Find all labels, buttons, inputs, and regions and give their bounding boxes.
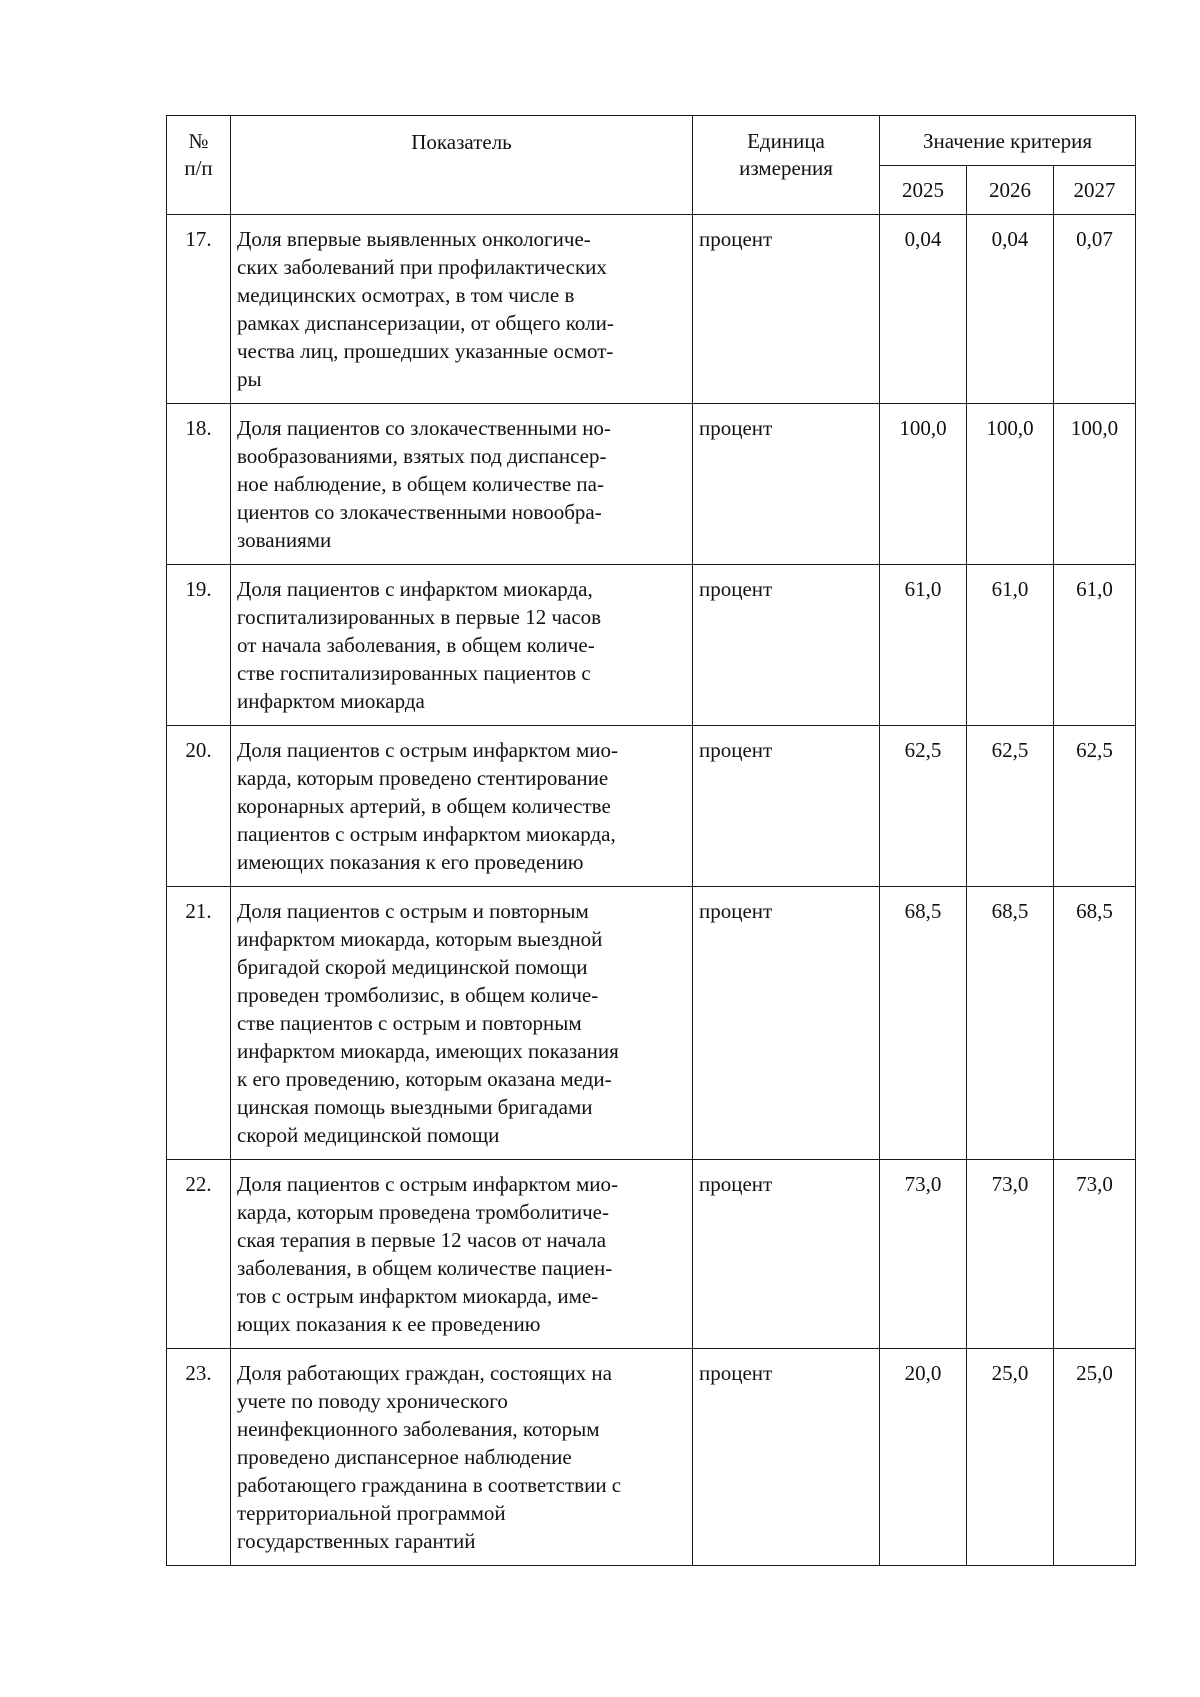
row-value-2027: 73,0 [1054,1160,1136,1349]
header-number-line2: п/п [184,156,213,180]
row-value-2026: 68,5 [967,887,1054,1160]
row-value-2025: 62,5 [880,726,967,887]
indicator-line: тов с острым инфарктом миокарда, име- [237,1284,599,1308]
header-row-top [167,116,1136,166]
indicator-line: коронарных артерий, в общем количестве [237,794,611,818]
indicator-line: скорой медицинской помощи [237,1123,500,1147]
row-unit: процент [693,1160,880,1349]
row-value-2025: 73,0 [880,1160,967,1349]
row-value-2025: 61,0 [880,565,967,726]
row-value-2027: 62,5 [1054,726,1136,887]
header-number-cell [167,116,231,215]
indicator-line: стве госпитализированных пациентов с [237,661,591,685]
indicator-line: к его проведению, которым оказана меди- [237,1067,612,1091]
indicator-line: проведен тромболизис, в общем количе- [237,983,599,1007]
row-unit: процент [693,215,880,404]
indicator-line: ская терапия в первые 12 часов от начала [237,1228,607,1252]
indicator-line: заболевания, в общем количестве пациен- [237,1256,613,1280]
indicator-line: учете по поводу хронического [237,1389,508,1413]
row-number: 17. [167,215,231,404]
row-value-2026: 25,0 [967,1349,1054,1566]
row-unit: процент [693,565,880,726]
indicator-line: государственных гарантий [237,1529,476,1553]
indicator-line: Доля пациентов со злокачественными но- [237,416,611,440]
table-row [167,1349,1136,1566]
row-value-2027: 61,0 [1054,565,1136,726]
table-row [167,404,1136,565]
row-indicator [231,215,693,404]
table-row [167,1160,1136,1349]
indicator-line: ры [237,367,262,391]
row-value-2027: 100,0 [1054,404,1136,565]
indicator-line: циентов со злокачественными новообра- [237,500,602,524]
row-value-2025: 100,0 [880,404,967,565]
indicator-line: карда, которым проведено стентирование [237,766,609,790]
indicator-line: Доля пациентов с острым инфарктом мио- [237,738,618,762]
row-number: 22. [167,1160,231,1349]
row-unit: процент [693,1349,880,1566]
indicator-line: инфарктом миокарда, которым выездной [237,927,603,951]
indicator-line: Доля пациентов с острым и повторным [237,899,589,923]
row-value-2026: 73,0 [967,1160,1054,1349]
indicator-line: Доля впервые выявленных онкологиче- [237,227,591,251]
indicator-line: пациентов с острым инфарктом миокарда, [237,822,616,846]
indicator-line: чества лиц, прошедших указанные осмот- [237,339,614,363]
row-unit: процент [693,404,880,565]
row-indicator [231,726,693,887]
header-unit-line1: Единица [747,129,825,153]
row-unit: процент [693,887,880,1160]
header-unit-line2: измерения [739,156,833,180]
row-value-2025: 68,5 [880,887,967,1160]
indicator-line: карда, которым проведена тромболитиче- [237,1200,609,1224]
indicator-line: медицинских осмотрах, в том числе в [237,283,575,307]
indicator-line: ющих показания к ее проведению [237,1312,541,1336]
row-value-2027: 0,07 [1054,215,1136,404]
header-value-cell [880,116,1136,166]
indicator-line: инфарктом миокарда, имеющих показания [237,1039,619,1063]
table-row [167,565,1136,726]
indicator-line: ное наблюдение, в общем количестве па- [237,472,604,496]
indicator-line: рамках диспансеризации, от общего коли- [237,311,614,335]
row-indicator [231,887,693,1160]
row-value-2026: 100,0 [967,404,1054,565]
indicator-line: госпитализированных в первые 12 часов [237,605,602,629]
indicator-line: проведено диспансерное наблюдение [237,1445,572,1469]
row-indicator [231,404,693,565]
row-value-2027: 68,5 [1054,887,1136,1160]
header-year-2025: 2025 [880,166,967,215]
indicator-line: неинфекционного заболевания, которым [237,1417,600,1441]
indicator-line: стве пациентов с острым и повторным [237,1011,582,1035]
row-number: 19. [167,565,231,726]
row-unit: процент [693,726,880,887]
indicator-line: ских заболеваний при профилактических [237,255,607,279]
header-indicator-cell [231,116,693,215]
header-unit-cell [693,116,880,215]
indicator-line: инфарктом миокарда [237,689,425,713]
row-value-2026: 61,0 [967,565,1054,726]
header-value-label: Значение критерия [922,128,1092,153]
indicator-line: зованиями [237,528,332,552]
row-number: 20. [167,726,231,887]
indicator-line: вообразованиями, взятых под диспансер- [237,444,607,468]
indicator-line: имеющих показания к его проведению [237,850,584,874]
table-row [167,887,1136,1160]
indicator-line: цинская помощь выездными бригадами [237,1095,593,1119]
criteria-table [166,115,1136,1566]
indicator-line: бригадой скорой медицинской помощи [237,955,588,979]
row-indicator [231,1349,693,1566]
header-year-2026: 2026 [967,166,1054,215]
indicator-line: работающего гражданина в соответствии с [237,1473,622,1497]
table-body [167,215,1136,1566]
indicator-line: от начала заболевания, в общем количе- [237,633,595,657]
table-header [167,116,1136,215]
table-row [167,215,1136,404]
row-indicator [231,1160,693,1349]
row-value-2026: 62,5 [967,726,1054,887]
indicator-line: Доля пациентов с острым инфарктом мио- [237,1172,618,1196]
row-value-2025: 20,0 [880,1349,967,1566]
row-number: 23. [167,1349,231,1566]
header-number-line1: № [188,129,209,153]
row-number: 18. [167,404,231,565]
row-value-2027: 25,0 [1054,1349,1136,1566]
header-year-2027: 2027 [1054,166,1136,215]
row-value-2026: 0,04 [967,215,1054,404]
table-row [167,726,1136,887]
indicator-line: Доля работающих граждан, состоящих на [237,1361,612,1385]
row-value-2025: 0,04 [880,215,967,404]
row-number: 21. [167,887,231,1160]
row-indicator [231,565,693,726]
indicator-line: Доля пациентов с инфарктом миокарда, [237,577,593,601]
indicator-line: территориальной программой [237,1501,506,1525]
header-indicator-label: Показатель [411,130,512,154]
